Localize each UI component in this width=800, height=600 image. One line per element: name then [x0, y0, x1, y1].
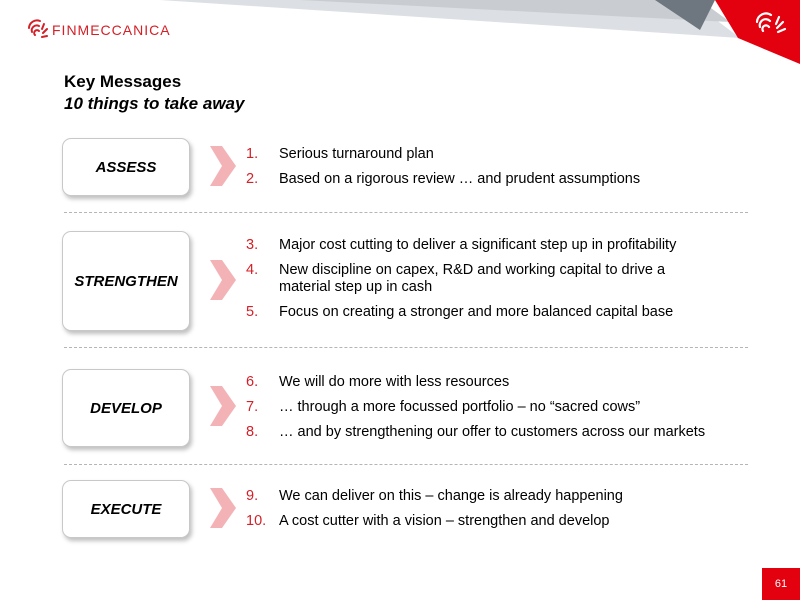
section-divider [64, 212, 748, 213]
phase-box-assess [62, 138, 190, 196]
list-item [246, 171, 749, 188]
item-number: 5. [246, 304, 259, 320]
brand-name: FINMECCANICA [52, 22, 171, 38]
item-text: Focus on creating a stronger and more balanced capital base [279, 304, 674, 320]
item-text: Serious turnaround plan [279, 146, 434, 162]
phase-box-execute [62, 480, 190, 538]
item-text: Based on a rigorous review … and prudent assumptions [279, 171, 641, 187]
item-text: New discipline on capex, R&D and working capital to drive a material step up in cash [279, 262, 666, 295]
item-number: 6. [246, 374, 259, 390]
messages-list-execute [246, 488, 749, 530]
page-subtitle: 10 things to take away [64, 94, 245, 113]
section-divider [64, 347, 748, 348]
section-divider [64, 464, 748, 465]
item-text: … and by strengthening our offer to customers across our markets [279, 424, 706, 440]
item-number: 7. [246, 399, 259, 415]
item-text: … through a more focussed portfolio – no “sacred cows” [279, 399, 641, 415]
list-item [246, 374, 749, 391]
item-number: 2. [246, 171, 259, 187]
item-number: 1. [246, 146, 259, 162]
phase-label: DEVELOP [90, 399, 162, 417]
item-text: Major cost cutting to deliver a significant step up in profitability [279, 237, 677, 253]
page-number: 61 [762, 568, 800, 600]
chevron-right-icon [208, 384, 238, 428]
list-item [246, 513, 749, 530]
item-text: We can deliver on this – change is already happening [279, 488, 623, 504]
list-item [246, 146, 749, 163]
messages-list-develop [246, 374, 749, 441]
list-item [246, 399, 749, 416]
chevron-right-icon [208, 258, 238, 302]
phase-box-develop [62, 369, 190, 447]
list-item [246, 304, 749, 321]
logo-mark-icon [26, 18, 48, 42]
item-number: 9. [246, 488, 259, 504]
phase-label: STRENGTHEN [74, 272, 178, 290]
list-item [246, 237, 749, 254]
phase-label: EXECUTE [90, 500, 162, 518]
chevron-right-icon [208, 144, 238, 188]
list-item [246, 424, 749, 441]
item-text: A cost cutter with a vision – strengthen and develop [279, 513, 610, 529]
item-number: 3. [246, 237, 259, 253]
phase-box-strengthen [62, 231, 190, 331]
messages-list-assess [246, 146, 749, 188]
item-number: 8. [246, 424, 259, 440]
chevron-right-icon [208, 486, 238, 530]
messages-list-strengthen [246, 237, 749, 321]
item-number: 10. [246, 513, 267, 529]
item-number: 4. [246, 262, 259, 278]
list-item [246, 262, 749, 296]
page-title: Key Messages [64, 72, 182, 91]
item-text: We will do more with less resources [279, 374, 510, 390]
list-item [246, 488, 749, 505]
phase-label: ASSESS [95, 158, 157, 176]
finmeccanica-logo [26, 18, 171, 42]
